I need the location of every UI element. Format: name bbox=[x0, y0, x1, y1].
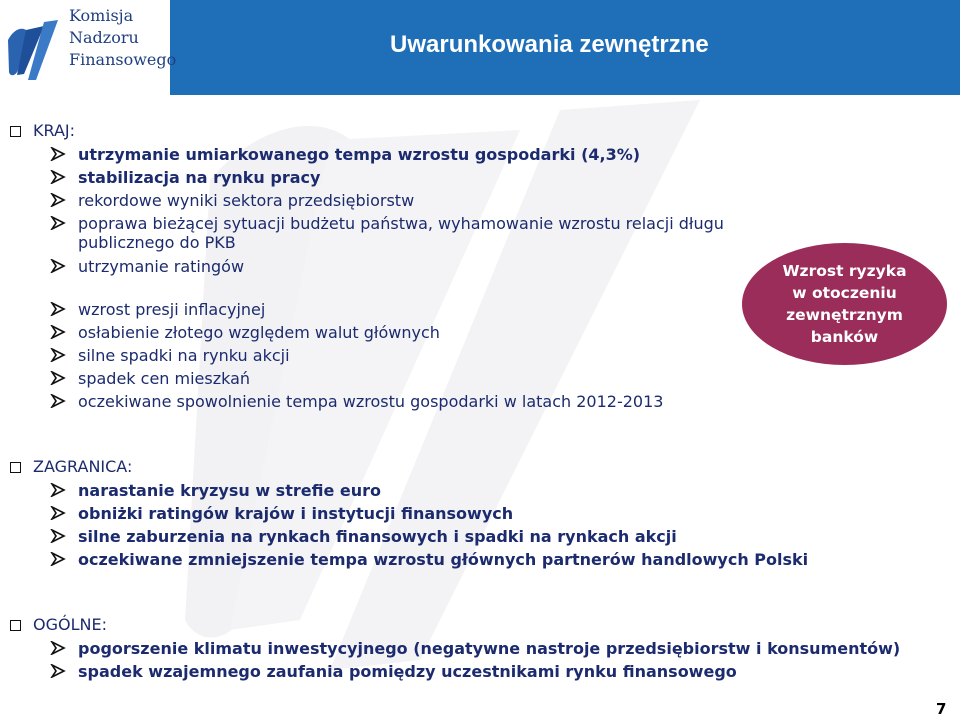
list-item: utrzymanie umiarkowanego tempa wzrostu gospodarki (4,3%) bbox=[50, 144, 640, 165]
list-item: silne spadki na rynku akcji bbox=[50, 345, 290, 366]
page-number: 7 bbox=[936, 700, 947, 717]
arrow-bullet-icon bbox=[50, 483, 66, 497]
risk-callout-ellipse bbox=[742, 243, 947, 365]
section-heading-text: OGÓLNE: bbox=[33, 615, 107, 634]
checkbox-bullet-icon bbox=[10, 620, 21, 631]
knf-logo bbox=[0, 0, 177, 95]
list-item: poprawa bieżącej sytuacji budżetu państwa, wyhamowanie wzrostu relacji długu bbox=[50, 213, 724, 234]
arrow-bullet-icon bbox=[50, 641, 66, 655]
callout-line: banków bbox=[810, 328, 879, 346]
arrow-bullet-icon bbox=[50, 170, 66, 184]
callout-line: w otoczeniu bbox=[792, 284, 897, 302]
list-item: rekordowe wyniki sektora przedsiębiorstw bbox=[50, 190, 414, 211]
logo-line-2: Nadzoru bbox=[69, 28, 139, 47]
arrow-bullet-icon bbox=[50, 552, 66, 566]
section-heading-zagranica bbox=[10, 457, 132, 476]
arrow-bullet-icon bbox=[50, 216, 66, 230]
section-heading-kraj bbox=[10, 121, 75, 140]
logo-line-3: Finansowego bbox=[69, 50, 177, 69]
section-heading-ogolne bbox=[10, 615, 107, 634]
callout-line: Wzrost ryzyka bbox=[782, 262, 907, 280]
arrow-bullet-icon bbox=[50, 348, 66, 362]
arrow-bullet-icon bbox=[50, 325, 66, 339]
list-item: silne zaburzenia na rynkach finansowych i spadki na rynkach akcji bbox=[50, 526, 677, 547]
list-item: stabilizacja na rynku pracy bbox=[50, 167, 320, 188]
arrow-bullet-icon bbox=[50, 193, 66, 207]
list-item: narastanie kryzysu w strefie euro bbox=[50, 480, 381, 501]
arrow-bullet-icon bbox=[50, 664, 66, 678]
arrow-bullet-icon bbox=[50, 529, 66, 543]
section-heading-text: ZAGRANICA: bbox=[33, 457, 133, 476]
list-item: osłabienie złotego względem walut głównych bbox=[50, 322, 440, 343]
logo-line-1: Komisja bbox=[69, 6, 134, 25]
list-item-continuation: publicznego do PKB bbox=[78, 233, 236, 252]
arrow-bullet-icon bbox=[50, 259, 66, 273]
list-item: spadek wzajemnego zaufania pomiędzy uczestnikami rynku finansowego bbox=[50, 661, 737, 682]
checkbox-bullet-icon bbox=[10, 126, 21, 137]
list-item: oczekiwane zmniejszenie tempa wzrostu głównych partnerów handlowych Polski bbox=[50, 549, 808, 570]
arrow-bullet-icon bbox=[50, 394, 66, 408]
page-title: Uwarunkowania zewnętrzne bbox=[390, 31, 709, 58]
arrow-bullet-icon bbox=[50, 302, 66, 316]
list-item: spadek cen mieszkań bbox=[50, 368, 250, 389]
checkbox-bullet-icon bbox=[10, 462, 21, 473]
list-item: wzrost presji inflacyjnej bbox=[50, 299, 265, 320]
list-item: oczekiwane spowolnienie tempa wzrostu gospodarki w latach 2012-2013 bbox=[50, 391, 663, 412]
knf-logo-icon bbox=[0, 0, 70, 95]
arrow-bullet-icon bbox=[50, 147, 66, 161]
list-item: utrzymanie ratingów bbox=[50, 256, 244, 277]
callout-line: zewnętrznym bbox=[786, 306, 903, 324]
arrow-bullet-icon bbox=[50, 371, 66, 385]
list-item: obniżki ratingów krajów i instytucji finansowych bbox=[50, 503, 513, 524]
list-item: pogorszenie klimatu inwestycyjnego (negatywne nastroje przedsiębiorstw i konsumentów) bbox=[50, 638, 900, 659]
section-heading-text: KRAJ: bbox=[33, 121, 76, 140]
arrow-bullet-icon bbox=[50, 506, 66, 520]
